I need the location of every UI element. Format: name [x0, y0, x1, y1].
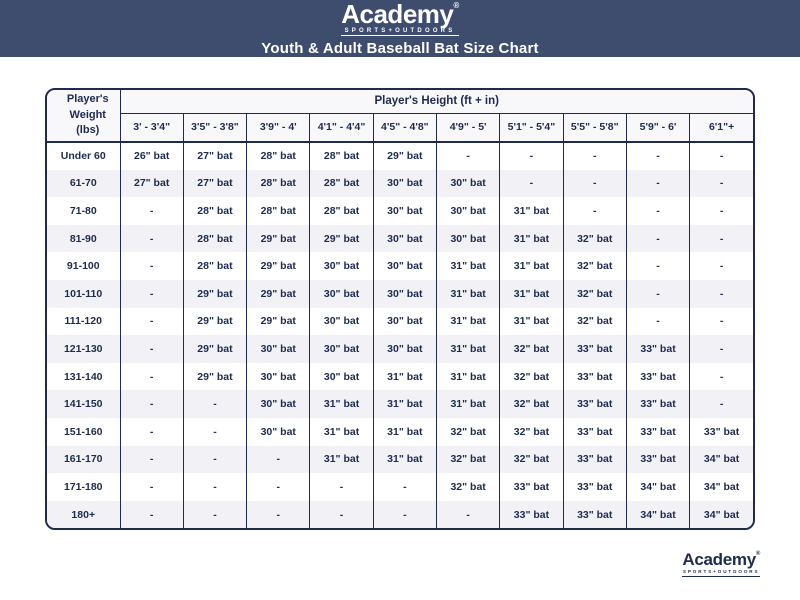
table-cell: -: [120, 473, 183, 501]
table-cell: 29" bat: [183, 280, 246, 308]
table-row: [47, 142, 753, 170]
table-body: [47, 142, 753, 528]
table-cell: 30" bat: [373, 170, 436, 198]
table-cell: 31" bat: [373, 418, 436, 446]
column-header: 5'1" - 5'4": [500, 113, 563, 142]
row-label: 71-80: [69, 204, 97, 217]
table-row: [47, 197, 753, 225]
table-row: [47, 252, 753, 280]
table-cell: 33" bat: [626, 335, 689, 363]
row-label: 101-110: [64, 287, 103, 300]
table-cell: 31" bat: [436, 252, 499, 280]
table-cell: 30" bat: [373, 252, 436, 280]
table-cell: -: [690, 252, 753, 280]
table-cell: -: [310, 473, 373, 501]
academy-logo: [341, 2, 459, 37]
table-cell: 28" bat: [310, 197, 373, 225]
table-row: [47, 501, 753, 529]
table-cell: 31" bat: [436, 308, 499, 336]
table-cell: -: [373, 501, 436, 529]
table-row: [47, 390, 753, 418]
table-cell: -: [120, 280, 183, 308]
table-row: [47, 418, 753, 446]
table-cell: -: [436, 501, 499, 529]
group-header-row: [47, 90, 753, 113]
table-cell: 34" bat: [626, 473, 689, 501]
table-cell: 33" bat: [563, 335, 626, 363]
table-cell: 29" bat: [247, 225, 310, 253]
table-cell: 30" bat: [310, 308, 373, 336]
table-cell: 28" bat: [310, 142, 373, 170]
table-cell: 32" bat: [500, 446, 563, 474]
table-cell: -: [690, 225, 753, 253]
table-row: [47, 280, 753, 308]
table-cell: 30" bat: [310, 335, 373, 363]
table-cell: 33" bat: [563, 418, 626, 446]
table-cell: 32" bat: [500, 390, 563, 418]
table-row: [47, 170, 753, 198]
table-cell: 30" bat: [373, 197, 436, 225]
table-cell: -: [247, 501, 310, 529]
table-cell: -: [247, 473, 310, 501]
table-cell: -: [500, 142, 563, 170]
table-cell: 32" bat: [500, 363, 563, 391]
table-cell: 30" bat: [373, 308, 436, 336]
table-cell: 30" bat: [310, 363, 373, 391]
table-cell: 32" bat: [563, 225, 626, 253]
table-cell: 32" bat: [563, 308, 626, 336]
table-cell: -: [120, 252, 183, 280]
table-row: [47, 335, 753, 363]
table-cell: -: [626, 197, 689, 225]
table-cell: 30" bat: [247, 418, 310, 446]
table-cell: 29" bat: [373, 142, 436, 170]
table-cell: 34" bat: [690, 473, 753, 501]
table-cell: 32" bat: [563, 280, 626, 308]
table-cell: 28" bat: [247, 142, 310, 170]
table-cell: -: [690, 280, 753, 308]
table-cell: -: [183, 501, 246, 529]
row-label: 161-170: [63, 453, 103, 466]
table-cell: 28" bat: [183, 252, 246, 280]
column-header: 3'9" - 4': [247, 113, 310, 142]
table-cell: 32" bat: [500, 335, 563, 363]
table-cell: -: [563, 170, 626, 198]
column-header: 4'9" - 5': [436, 113, 499, 142]
table-cell: 30" bat: [310, 252, 373, 280]
table-cell: -: [690, 142, 753, 170]
table-cell: 32" bat: [436, 446, 499, 474]
table-cell: 29" bat: [247, 280, 310, 308]
table-cell: -: [436, 142, 499, 170]
table-cell: 28" bat: [247, 197, 310, 225]
table-cell: 30" bat: [247, 390, 310, 418]
table-cell: -: [310, 501, 373, 529]
column-header: 3' - 3'4": [120, 113, 183, 142]
table-cell: 31" bat: [436, 335, 499, 363]
row-label: 180+: [71, 508, 96, 521]
row-label: 141-150: [63, 398, 103, 411]
table-cell: 27" bat: [183, 170, 246, 198]
table-cell: 30" bat: [436, 170, 499, 198]
page-title: Youth & Adult Baseball Bat Size Chart: [261, 40, 539, 58]
banner: [0, 0, 800, 57]
table-cell: 31" bat: [373, 363, 436, 391]
table-cell: 30" bat: [373, 335, 436, 363]
table-cell: -: [120, 225, 183, 253]
footer-registered-mark: ®: [755, 551, 760, 557]
table-cell: 33" bat: [626, 363, 689, 391]
table-cell: 33" bat: [500, 501, 563, 529]
footer-brand-name: Academy®: [682, 550, 760, 569]
table-cell: -: [690, 390, 753, 418]
table-cell: -: [183, 390, 246, 418]
table-cell: -: [183, 418, 246, 446]
table-cell: 33" bat: [563, 363, 626, 391]
table-cell: -: [563, 197, 626, 225]
table-cell: 31" bat: [500, 252, 563, 280]
table-header: [47, 90, 753, 142]
table-cell: 33" bat: [500, 473, 563, 501]
footer-brand-tagline: SPORTS+OUTDOORS: [682, 570, 760, 577]
table-cell: 30" bat: [436, 225, 499, 253]
footer-logo: [682, 551, 760, 577]
table-cell: 29" bat: [183, 308, 246, 336]
row-label: 121-130: [63, 342, 103, 355]
table-cell: 30" bat: [373, 280, 436, 308]
table-row: [47, 363, 753, 391]
table-cell: 27" bat: [120, 170, 183, 198]
table-cell: 26" bat: [120, 142, 183, 170]
table-cell: 28" bat: [310, 170, 373, 198]
table-row: [47, 225, 753, 253]
table-cell: -: [690, 363, 753, 391]
column-header: 4'5" - 4'8": [373, 113, 436, 142]
table-cell: 33" bat: [563, 390, 626, 418]
table-cell: -: [120, 363, 183, 391]
table-cell: 33" bat: [563, 501, 626, 529]
column-header: 5'5" - 5'8": [563, 113, 626, 142]
table-cell: 31" bat: [500, 308, 563, 336]
table-cell: 31" bat: [436, 280, 499, 308]
table-cell: -: [120, 501, 183, 529]
corner-header: Player's Weight (lbs): [47, 90, 120, 142]
table-cell: 33" bat: [626, 418, 689, 446]
table-cell: 34" bat: [626, 501, 689, 529]
table-cell: 30" bat: [310, 280, 373, 308]
table-cell: -: [120, 308, 183, 336]
table-row: [47, 308, 753, 336]
table-cell: 31" bat: [310, 418, 373, 446]
row-label: 61-70: [69, 177, 97, 190]
table-cell: 29" bat: [247, 252, 310, 280]
table-cell: -: [563, 142, 626, 170]
table-cell: 33" bat: [626, 390, 689, 418]
table-cell: -: [120, 197, 183, 225]
row-label: 171-180: [63, 480, 103, 493]
table-cell: 28" bat: [183, 197, 246, 225]
table-cell: 32" bat: [500, 418, 563, 446]
table-cell: 33" bat: [563, 473, 626, 501]
table-cell: -: [690, 170, 753, 198]
table-cell: 32" bat: [436, 418, 499, 446]
table-cell: 29" bat: [183, 363, 246, 391]
table-cell: -: [690, 197, 753, 225]
brand-name: Academy®: [341, 0, 459, 29]
table-cell: 28" bat: [183, 225, 246, 253]
row-label: 131-140: [63, 370, 103, 383]
column-group-header: Player's Height (ft + in): [120, 90, 753, 113]
brand-tagline: SPORTS+OUTDOORS: [341, 28, 459, 37]
column-header: 6'1"+: [690, 113, 753, 142]
table-cell: -: [690, 308, 753, 336]
table-cell: 31" bat: [310, 446, 373, 474]
table-row: [47, 473, 753, 501]
table-cell: -: [626, 225, 689, 253]
table-cell: 31" bat: [436, 390, 499, 418]
table-cell: -: [120, 446, 183, 474]
table-cell: 31" bat: [436, 363, 499, 391]
table-cell: 29" bat: [183, 335, 246, 363]
table-cell: 32" bat: [436, 473, 499, 501]
table-cell: -: [373, 473, 436, 501]
table-cell: 30" bat: [373, 225, 436, 253]
table-cell: 33" bat: [626, 446, 689, 474]
size-chart-table-wrap: [45, 88, 755, 530]
table-cell: -: [690, 335, 753, 363]
table-cell: 32" bat: [563, 252, 626, 280]
table-cell: 29" bat: [247, 308, 310, 336]
table-cell: 29" bat: [310, 225, 373, 253]
table-cell: 34" bat: [690, 501, 753, 529]
column-header: 4'1" - 4'4": [310, 113, 373, 142]
table-cell: -: [183, 446, 246, 474]
table-cell: 31" bat: [500, 280, 563, 308]
table-cell: -: [626, 170, 689, 198]
table-cell: -: [626, 252, 689, 280]
table-cell: -: [120, 418, 183, 446]
table-cell: 33" bat: [690, 418, 753, 446]
table-cell: 27" bat: [183, 142, 246, 170]
table-cell: 33" bat: [563, 446, 626, 474]
table-cell: -: [183, 473, 246, 501]
table-cell: -: [500, 170, 563, 198]
table-cell: 31" bat: [310, 390, 373, 418]
table-cell: 30" bat: [247, 335, 310, 363]
table-cell: 34" bat: [690, 446, 753, 474]
row-label: 81-90: [69, 232, 97, 245]
column-headers-row: [47, 113, 753, 142]
table-cell: 30" bat: [247, 363, 310, 391]
column-header: 5'9" - 6': [626, 113, 689, 142]
table-cell: 31" bat: [373, 390, 436, 418]
table-cell: 31" bat: [500, 225, 563, 253]
column-header: 3'5" - 3'8": [183, 113, 246, 142]
row-label: 91-100: [66, 260, 100, 273]
row-label: 111-120: [64, 315, 102, 328]
table-cell: 31" bat: [373, 446, 436, 474]
table-cell: -: [120, 390, 183, 418]
row-label: 151-160: [63, 425, 103, 438]
table-cell: -: [626, 280, 689, 308]
table-cell: 30" bat: [436, 197, 499, 225]
size-chart-table: [47, 90, 753, 528]
table-cell: 31" bat: [500, 197, 563, 225]
table-cell: -: [626, 308, 689, 336]
table-row: [47, 446, 753, 474]
row-label: Under 60: [60, 150, 106, 163]
registered-mark: ®: [453, 0, 459, 10]
table-cell: -: [120, 335, 183, 363]
table-cell: -: [247, 446, 310, 474]
table-cell: -: [626, 142, 689, 170]
table-cell: 28" bat: [247, 170, 310, 198]
